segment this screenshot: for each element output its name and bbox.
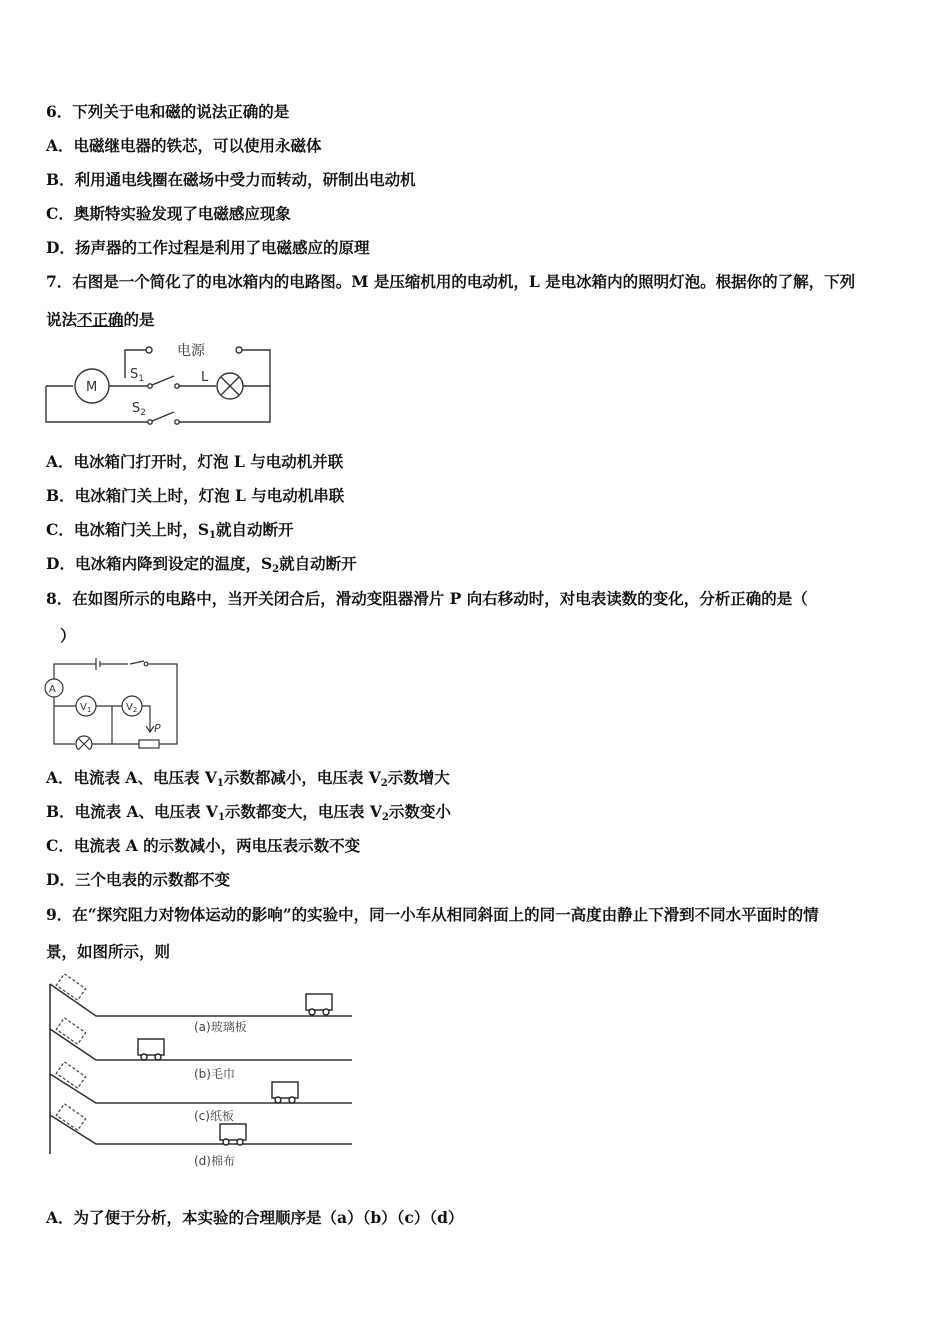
q6-option-c: C．奥斯特实验发现了电磁感应现象 (46, 204, 291, 223)
q7-s1-sub: 1 (138, 374, 144, 384)
q7-option-c (46, 520, 294, 546)
q8-option-b (46, 802, 451, 828)
q6-option-d: D．扬声器的工作过程是利用了电磁感应的原理 (46, 238, 370, 257)
q8-option-b-sub2: 2 (381, 812, 389, 823)
q7-stem-post: 的是 (123, 310, 155, 329)
q8-option-a-mid: 示数都减小，电压表 V (223, 768, 381, 787)
q8-v2-label: V (126, 702, 133, 713)
q8-slider-label: P (154, 722, 161, 735)
q8-stem-line1: 8．在如图所示的电路中，当开关闭合后，滑动变阻器滑片 P 向右移动时，对电表读数的变化，分析正确的是（ (46, 589, 808, 608)
q8-circuit-diagram (42, 654, 182, 750)
q9-label-a: (a)玻璃板 (194, 1020, 247, 1034)
q7-s2-sub: 2 (140, 408, 146, 418)
q7-stem-pre: 说法 (46, 310, 78, 329)
q8-option-a (46, 768, 450, 794)
q8-v2-sub: 2 (132, 706, 138, 714)
q9-option-a: A．为了便于分析，本实验的合理顺序是（a）（b）（c）（d） (46, 1208, 464, 1227)
q6-option-b: B．利用通电线圈在磁场中受力而转动，研制出电动机 (46, 170, 416, 189)
q9-stem-line1: 9．在“探究阻力对物体运动的影响”的实验中，同一小车从相同斜面上的同一高度由静止下滑到不同水平面时的情 (46, 905, 819, 924)
q8-ammeter-label: A (49, 684, 56, 695)
q8-v1-label: V (80, 702, 87, 713)
q7-option-d-sub: 2 (272, 564, 280, 575)
svg-text:S1 (130, 367, 144, 384)
q6-stem: 6．下列关于电和磁的说法正确的是 (46, 102, 290, 121)
q8-option-b-sub1: 1 (217, 812, 225, 823)
q7-option-d-post: 就自动断开 (279, 554, 357, 573)
q7-option-c-pre: C．电冰箱门关上时，S (46, 520, 210, 539)
q7-s2-label: S (132, 401, 141, 416)
q7-stem-line1: 7．右图是一个简化了的电冰箱内的电路图。M 是压缩机用的电动机，L 是电冰箱内的照明灯泡。根据你的了解，下列 (46, 272, 856, 291)
q8-option-a-sub1: 1 (216, 778, 224, 789)
q8-option-c: C．电流表 A 的示数减小，两电压表示数不变 (46, 836, 361, 855)
q7-power-label: 电源 (177, 343, 205, 359)
q8-option-b-pre: B．电流表 A、电压表 V (46, 802, 218, 821)
q8-option-b-mid: 示数都变大，电压表 V (224, 802, 382, 821)
q8-option-b-post: 示数变小 (388, 802, 451, 821)
q7-circuit-diagram (40, 338, 280, 430)
q8-stem-line2: ） (60, 626, 76, 645)
q8-option-a-pre: A．电流表 A、电压表 V (46, 768, 217, 787)
q9-label-c: (c)纸板 (194, 1109, 234, 1123)
q7-stem-underlined: 不正确 (77, 310, 124, 329)
q7-option-d-pre: D．电冰箱内降到设定的温度，S (46, 554, 273, 573)
q7-option-c-sub: 1 (209, 530, 216, 541)
q9-label-b: (b)毛巾 (194, 1067, 235, 1081)
q7-lamp-label: L (201, 370, 209, 385)
q7-option-a: A．电冰箱门打开时，灯泡 L 与电动机并联 (46, 452, 344, 471)
q7-motor-label: M (86, 380, 98, 395)
q9-stem-line2: 景，如图所示，则 (46, 942, 171, 961)
q7-option-c-post: 就自动断开 (216, 520, 294, 539)
q7-option-d (46, 554, 357, 580)
q6-option-a: A．电磁继电器的铁芯，可以使用永磁体 (46, 136, 322, 155)
svg-text:S2 (132, 401, 146, 418)
q7-stem-line2 (46, 310, 155, 330)
q8-option-d: D．三个电表的示数都不变 (46, 870, 230, 889)
q8-option-a-sub2: 2 (380, 778, 388, 789)
q7-s1-label: S (130, 367, 139, 382)
q9-ramp-diagram (44, 972, 356, 1172)
q7-option-b: B．电冰箱门关上时，灯泡 L 与电动机串联 (46, 486, 345, 505)
q8-option-a-post: 示数增大 (387, 768, 450, 787)
q9-label-d: (d)棉布 (194, 1154, 235, 1168)
q8-v1-sub: 1 (86, 706, 92, 714)
